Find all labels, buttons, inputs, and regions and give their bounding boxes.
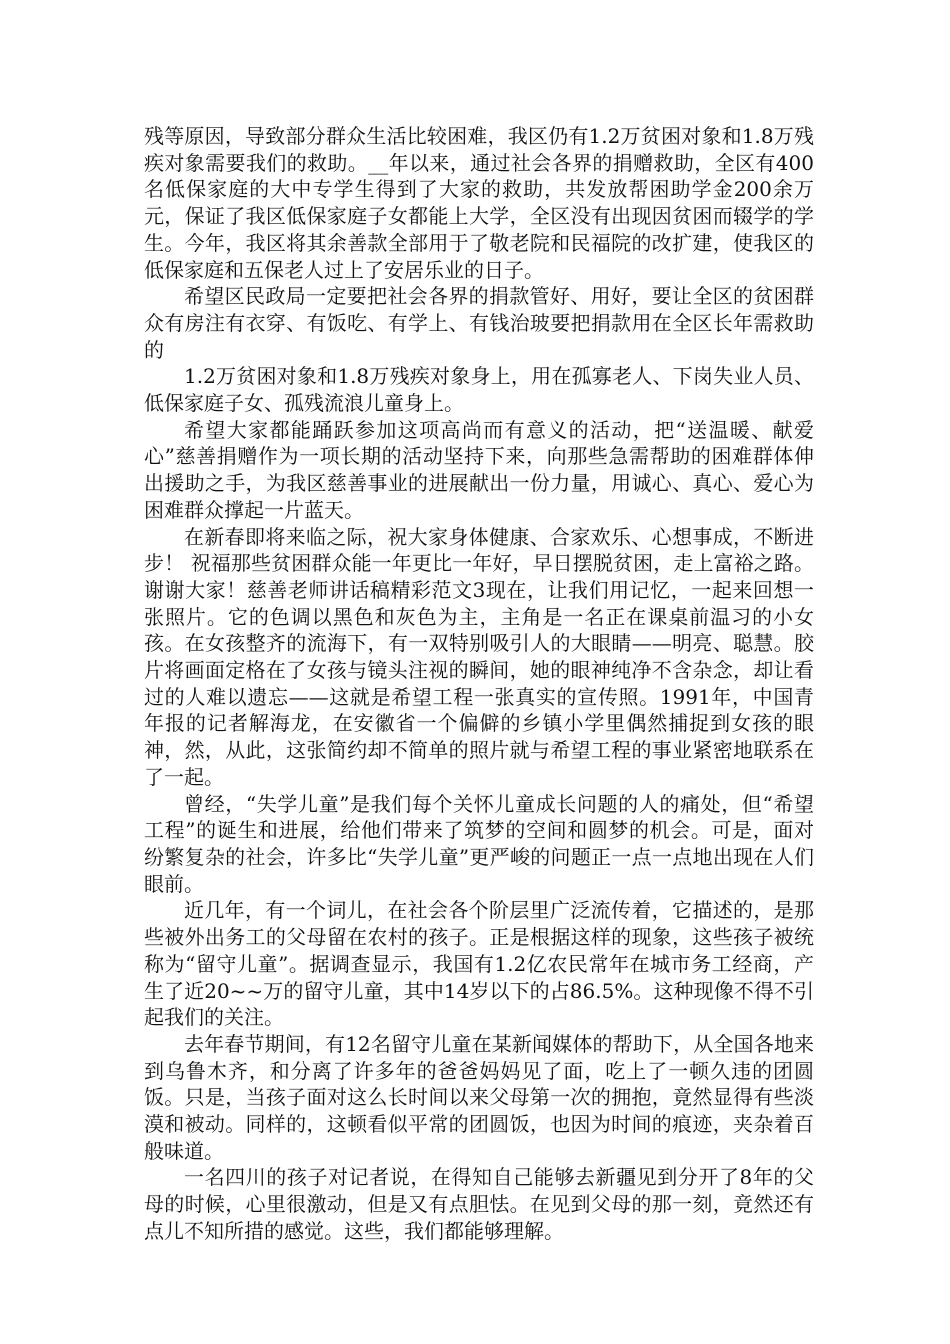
paragraph-2: 希望区民政局一定要把社会各界的捐款管好、用好，要让全区的贫困群众有房注有衣穿、有饭吃、有学上、有钱治玻要把捐款用在全区长年需救助的 xyxy=(144,284,814,362)
paragraph-8: 去年春节期间，有12名留守儿童在某新闻媒体的帮助下，从全国各地来到乌鲁木齐，和分离了许多年的爸爸妈妈见了面，吃上了一顿久违的团圆饭。只是，当孩子面对这么长时间以来父母第一次的拥抱，竟然显得有些淡漠和被动。同样的，这顿看似平常的团圆饭，也因为时间的痕迹，夹杂着百般味道。 xyxy=(144,1031,814,1163)
paragraph-5: 在新春即将来临之际，祝大家身体健康、合家欢乐、心想事成，不断进步！ 祝福那些贫困群众能一年更比一年好，早日摆脱贫困，走上富裕之路。 谢谢大家！慈善老师讲话稿精彩范文3现在，让我们用记忆，一起来回想一张照片。它的色调以黑色和灰色为主，主角是一名正在课桌前温习的小女孩。在女孩整齐的流海下，有一双特别吸引人的大眼睛——明亮、聪慧。胶片将画面定格在了女孩与镜头注视的瞬间，她的眼神纯净不含杂念，却让看过的人难以遗忘——这就是希望工程一张真实的宣传照。1991年，中国青年报的记者解海龙，在安徽省一个偏僻的乡镇小学里偶然捕捉到女孩的眼神，然，从此，这张简约却不简单的照片就与希望工程的事业紧密地联系在了一起。 xyxy=(144,524,814,789)
paragraph-7: 近几年，有一个词儿，在社会各个阶层里广泛流传着，它描述的，是那些被外出务工的父母留在农村的孩子。正是根据这样的现象，这些孩子被统称为“留守儿童”。据调查显示，我国有1.2亿农民常年在城市务工经商，产生了近20~~万的留守儿童，其中14岁以下的占86.5%。这种现像不得不引起我们的关注。 xyxy=(144,898,814,1030)
paragraph-9: 一名四川的孩子对记者说，在得知自己能够去新疆见到分开了8年的父母的时候，心里很激动，但是又有点胆怯。在见到父母的那一刻，竟然还有点儿不知所措的感觉。这些，我们都能够理解。 xyxy=(144,1165,814,1243)
paragraph-3: 1.2万贫困对象和1.8万残疾对象身上，用在孤寡老人、下岗失业人员、低保家庭子女、孤残流浪儿童身上。 xyxy=(144,364,814,416)
document-body xyxy=(144,123,814,1245)
paragraph-1: 残等原因，导致部分群众生活比较困难，我区仍有1.2万贫困对象和1.8万残疾对象需要我们的救助。__年以来，通过社会各界的捐赠救助，全区有400名低保家庭的大中专学生得到了大家的救助，共发放帮困助学金200余万元，保证了我区低保家庭子女都能上大学，全区没有出现因贫困而辍学的学生。今年，我区将其余善款全部用于了敬老院和民福院的改扩建，使我区的低保家庭和五保老人过上了安居乐业的日子。 xyxy=(144,124,814,282)
paragraph-4: 希望大家都能踊跃参加这项高尚而有意义的活动，把“送温暖、献爱心”慈善捐赠作为一项长期的活动坚持下来，向那些急需帮助的困难群体伸出援助之手，为我区慈善事业的进展献出一份力量，用诚心、真心、爱心为困难群众撑起一片蓝天。 xyxy=(144,417,814,522)
paragraph-6: 曾经，“失学儿童”是我们每个关怀儿童成长问题的人的痛处，但“希望工程”的诞生和进展，给他们带来了筑梦的空间和圆梦的机会。可是，面对纷繁复杂的社会，许多比“失学儿童”更严峻的问题正一点一点地出现在人们眼前。 xyxy=(144,791,814,896)
